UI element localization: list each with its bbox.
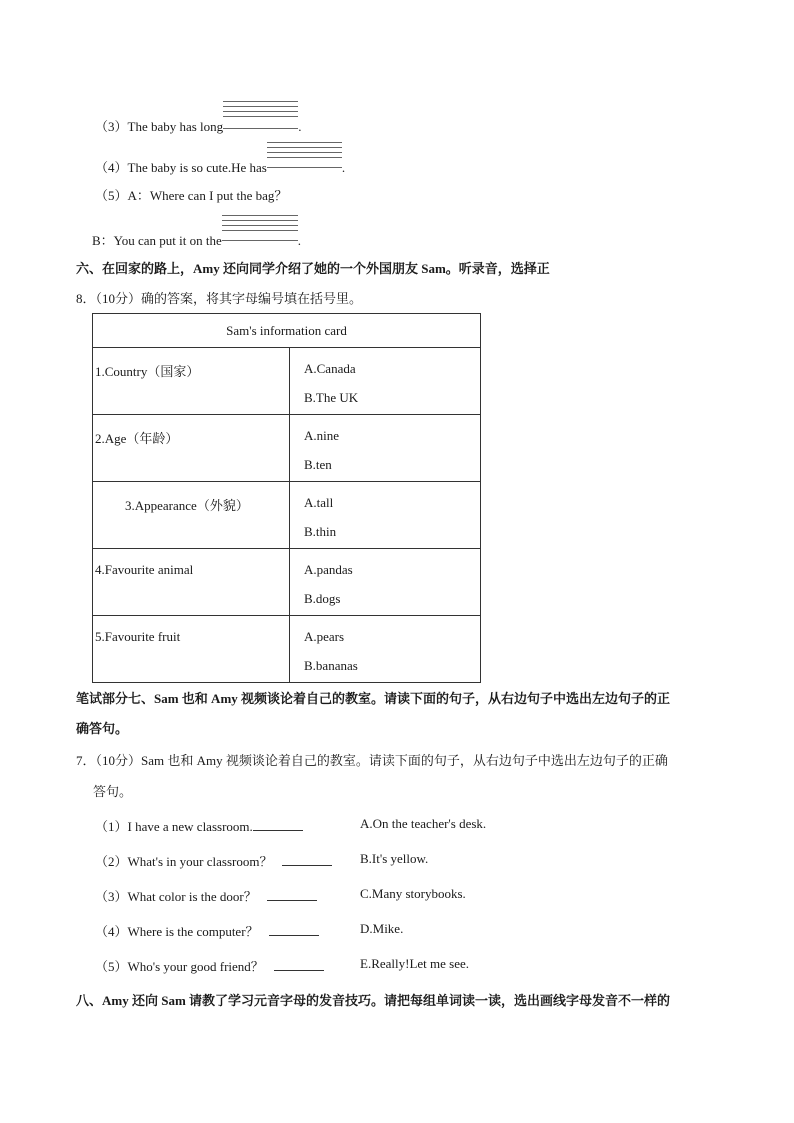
match-question-text: （1）I have a new classroom.	[95, 819, 253, 834]
question-4-text: （4）The baby is so cute.He has	[95, 160, 267, 175]
match-question-1	[95, 816, 303, 835]
info-card-table	[92, 313, 481, 683]
question-7-line1: 7．（10分）Sam 也和 Amy 视频谈论着自己的教室。请读下面的句子，从右边句子中选出左边句子的正确	[76, 753, 668, 768]
option-b: B.The UK	[304, 390, 359, 405]
question-5b	[92, 230, 301, 249]
match-question-5	[95, 956, 324, 975]
row-label: 5.Favourite fruit	[95, 629, 181, 644]
writing-lines[interactable]	[267, 158, 342, 172]
match-answer-e: E.Really!Let me see.	[360, 956, 470, 971]
table-row	[93, 616, 481, 683]
section-7-heading-line2: 确答句。	[76, 721, 129, 736]
match-question-4	[95, 921, 319, 940]
option-a: A.tall	[304, 495, 334, 510]
option-a: A.pandas	[304, 562, 353, 577]
match-answer-b: B.It's yellow.	[360, 851, 429, 866]
match-question-text: （4）Where is the computer？	[95, 924, 259, 939]
match-question-text: （2）What's in your classroom？	[95, 854, 273, 869]
option-a: A.Canada	[304, 361, 356, 376]
question-5a: （5）A：Where can I put the bag？	[95, 188, 288, 203]
option-b: B.ten	[304, 457, 332, 472]
match-answer-d: D.Mike.	[360, 921, 404, 936]
table-row	[93, 482, 481, 549]
question-5b-text: B：You can put it on the	[92, 233, 222, 248]
writing-lines[interactable]	[223, 117, 298, 131]
table-row	[93, 348, 481, 415]
option-b: B.bananas	[304, 658, 358, 673]
match-question-2	[95, 851, 332, 870]
question-7-line2: 答句。	[93, 784, 133, 799]
answer-blank[interactable]	[269, 935, 319, 936]
match-question-text: （3）What color is the door？	[95, 889, 257, 904]
answer-blank[interactable]	[267, 900, 317, 901]
table-row	[93, 549, 481, 616]
writing-lines[interactable]	[222, 231, 298, 245]
period: .	[341, 160, 346, 175]
table-row	[93, 415, 481, 482]
section-7-heading-line1: 笔试部分七、Sam 也和 Amy 视频谈论着自己的教室。请读下面的句子，从右边句子中选出左边句子的正	[76, 691, 671, 706]
option-a: A.nine	[304, 428, 340, 443]
question-4	[95, 157, 345, 176]
table-title: Sam's information card	[93, 314, 481, 348]
section-6-heading: 六、在回家的路上，Amy 还向同学介绍了她的一个外国朋友 Sam。听录音，选择正	[76, 261, 550, 276]
section-8-heading: 八、Amy 还向 Sam 请教了学习元音字母的发音技巧。请把每组单词读一读，选出画线字母发音不一样的	[76, 993, 671, 1008]
match-answer-a: A.On the teacher's desk.	[360, 816, 487, 831]
match-question-3	[95, 886, 317, 905]
answer-blank[interactable]	[274, 970, 324, 971]
row-label: 2.Age（年龄）	[95, 431, 179, 446]
question-3	[95, 116, 301, 135]
answer-blank[interactable]	[282, 865, 332, 866]
period: .	[298, 119, 302, 134]
option-b: B.dogs	[304, 591, 341, 606]
row-label: 4.Favourite animal	[95, 562, 194, 577]
option-b: B.thin	[304, 524, 337, 539]
match-question-text: （5）Who's your good friend？	[95, 959, 264, 974]
row-label: 1.Country（国家）	[95, 364, 200, 379]
option-a: A.pears	[304, 629, 345, 644]
question-3-text: （3）The baby has long	[95, 119, 224, 134]
row-label: 3.Appearance（外貌）	[125, 498, 249, 513]
period: .	[297, 233, 302, 248]
match-answer-c: C.Many storybooks.	[360, 886, 466, 901]
question-8-line: 8．（10分）确的答案，将其字母编号填在括号里。	[76, 291, 363, 306]
answer-blank[interactable]	[253, 830, 303, 831]
